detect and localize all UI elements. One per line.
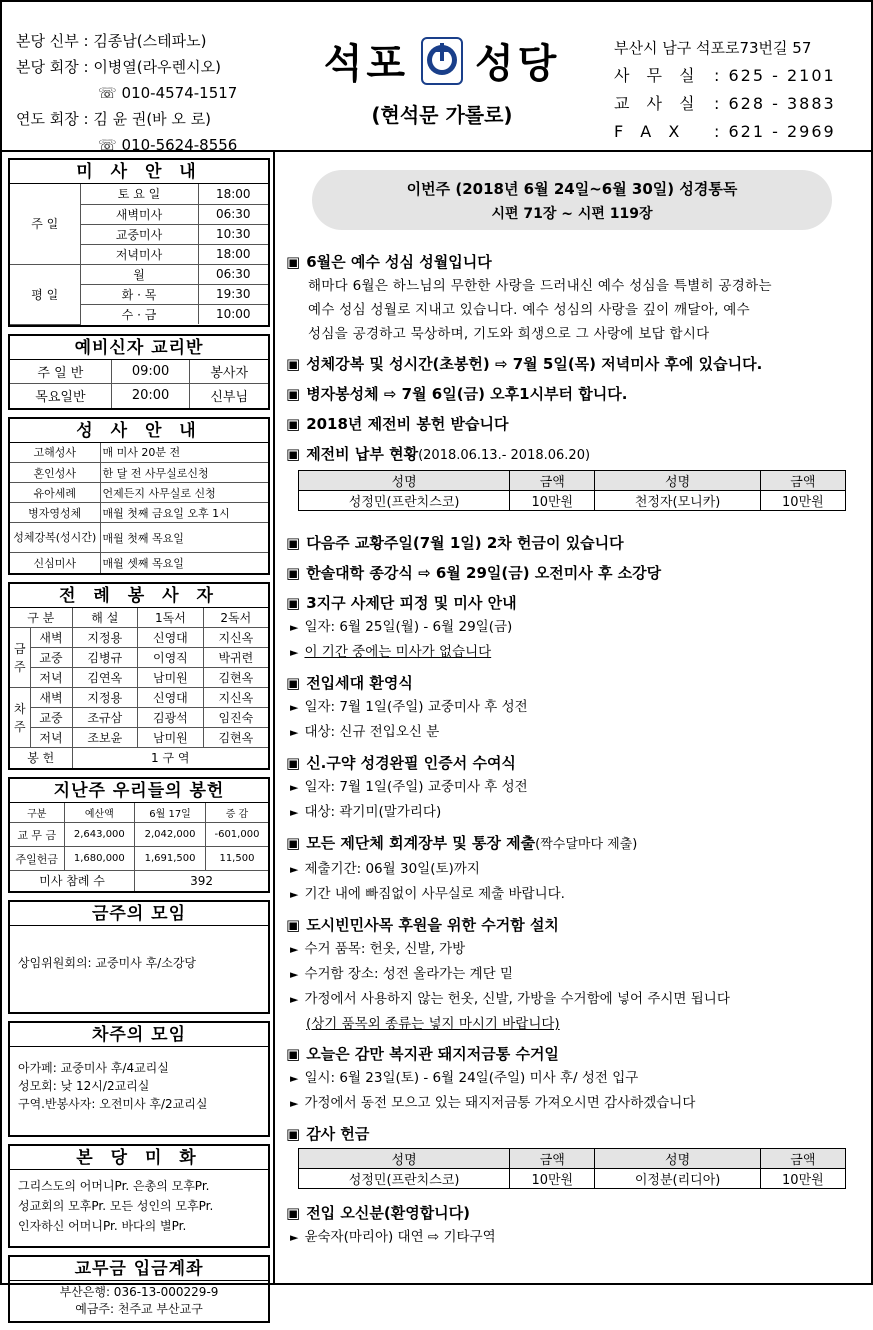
bullet-icon: ►	[290, 1231, 299, 1244]
table-cell: 남미원	[138, 728, 204, 748]
list-item: ► 수거 품목: 헌옷, 신발, 가방	[290, 941, 466, 957]
notice-marker-icon: ▣	[286, 445, 301, 463]
table-cell: 저녁미사	[80, 244, 198, 264]
table-cell: 조규삼	[72, 708, 138, 728]
list-item: ► 윤숙자(마리아) 대연 ⇨ 기타구역	[290, 1229, 496, 1245]
flowers-title: 본 당 미 화	[10, 1146, 268, 1170]
church-title	[312, 32, 572, 128]
liturgy-title: 전 례 봉 사 자	[10, 584, 268, 608]
thanks-offering-table	[298, 1148, 846, 1189]
notice-title: 3지구 사제단 피정 및 미사 안내	[306, 594, 517, 612]
table-cell: 11,500	[205, 847, 268, 871]
address: 부산시 남구 석포로73번길 57	[614, 39, 812, 57]
table-cell: 목요일반	[10, 384, 111, 408]
sacrament-title: 성 사 안 내	[10, 419, 268, 443]
notice-thanks-offering	[286, 1122, 852, 1189]
bullet-icon: ►	[290, 993, 299, 1006]
table-cell: 10만원	[510, 1169, 595, 1189]
table-cell: 성정민(프란치스코)	[299, 491, 510, 511]
table-cell: 10:00	[198, 304, 268, 324]
table-cell: 매월 첫째 목요일	[100, 523, 268, 553]
meeting-line: 아가페: 교중미사 후/4교리실	[18, 1060, 169, 1075]
notice-title: 신.구약 성경완필 인증서 수여식	[306, 754, 516, 772]
bullet-icon: ►	[290, 863, 299, 876]
table-cell: 한 달 전 사무실로신청	[100, 463, 268, 483]
notice-hansol	[286, 561, 852, 585]
youth-president: 연도 회장 : 김 윤 권(바 오 로)	[16, 110, 212, 128]
table-cell: 2독서	[203, 608, 268, 628]
notice-second-collection	[286, 531, 852, 555]
notice-title: 2018년 제전비 봉헌 받습니다	[306, 415, 509, 433]
table-cell: 10만원	[760, 491, 845, 511]
table-cell: 새벽	[30, 628, 72, 648]
notice-marker-icon: ▣	[286, 1204, 301, 1222]
notice-altar-status	[286, 442, 852, 511]
table-cell: 교중	[30, 708, 72, 728]
table-cell: 18:00	[198, 244, 268, 264]
table-cell: 토 요 일	[80, 184, 198, 204]
president: 본당 회장 : 이병열(라우렌시오)	[16, 58, 221, 76]
contact-office: 사 무 실 : 625 - 2101	[614, 66, 836, 85]
youth-phone: ☏ 010-5624-8556	[98, 136, 238, 154]
table-cell: 신부님	[190, 384, 268, 408]
table-cell: 수 · 금	[80, 304, 198, 324]
notice-text: 해마다 6월은 하느님의 무한한 사랑을 드러내신 예수 성심을 특별히 공경하는	[308, 278, 772, 294]
list-item: ► 이 기간 중에는 미사가 없습니다	[290, 644, 492, 660]
notice-title: 다음주 교황주일(7월 1일) 2차 헌금이 있습니다	[306, 534, 624, 552]
table-cell: 구분	[10, 803, 64, 823]
list-item: ► 일자: 6월 25일(월) - 6월 29일(금)	[290, 619, 513, 635]
bullet-icon: ►	[290, 1097, 299, 1110]
table-cell: 1 구 역	[72, 748, 268, 768]
notice-note: (상기 품목외 종류는 넣지 마시기 바랍니다)	[306, 1016, 560, 1032]
table-cell: 증 감	[205, 803, 268, 823]
bullet-icon: ►	[290, 943, 299, 956]
table-cell: 2,042,000	[135, 823, 206, 847]
list-item: ► 기간 내에 빠짐없이 사무실로 제출 바랍니다.	[290, 886, 565, 902]
account-number: 부산은행: 036-13-000229-9	[59, 1284, 219, 1299]
notice-bible-cert	[286, 751, 852, 825]
table-cell: 이영직	[138, 648, 204, 668]
notice-marker-icon: ▣	[286, 594, 301, 612]
list-item: ► 대상: 곽기미(말가리다)	[290, 804, 442, 820]
bullet-icon: ►	[290, 968, 299, 981]
bible-reading-range: 시편 71장 ~ 시편 119장	[491, 206, 653, 222]
table-cell: 19:30	[198, 284, 268, 304]
notice-title: 도시빈민사목 후원을 위한 수거함 설치	[306, 916, 559, 934]
table-cell: 병자영성체	[10, 503, 100, 523]
flowers-line: 인자하신 어머니Pr. 바다의 별Pr.	[18, 1218, 187, 1233]
table-cell: 금액	[760, 471, 845, 491]
header	[2, 2, 871, 152]
church-logo-icon	[421, 37, 463, 85]
table-cell: 2,643,000	[64, 823, 135, 847]
table-cell: 유아세례	[10, 483, 100, 503]
next-week-meetings	[8, 1021, 270, 1137]
list-item: ► 일자: 7월 1일(주일) 교중미사 후 성전	[290, 779, 528, 795]
table-cell: 임진숙	[203, 708, 268, 728]
table-cell: 저녁	[30, 668, 72, 688]
table-cell: 조보윤	[72, 728, 138, 748]
notice-text: 성심을 공경하고 묵상하며, 기도와 희생으로 그 사랑에 보답 합시다	[308, 326, 710, 342]
notice-marker-icon: ▣	[286, 415, 301, 433]
table-cell: 지신옥	[203, 628, 268, 648]
president-phone: ☏ 010-4574-1517	[98, 84, 238, 102]
table-cell: 지정용	[72, 688, 138, 708]
table-cell: 김광석	[138, 708, 204, 728]
notice-title: 병자봉성체 ⇨ 7월 6일(금) 오후1시부터 합니다.	[306, 385, 628, 403]
church-flowers	[8, 1144, 270, 1248]
this-week-meetings-title: 금주의 모임	[10, 902, 268, 926]
offering-title: 지난주 우리들의 봉헌	[10, 779, 268, 803]
meeting-line: 상임위원회의: 교중미사 후/소강당	[18, 955, 197, 970]
notice-altar-offering	[286, 412, 852, 436]
table-cell: 20:00	[111, 384, 190, 408]
column-divider	[273, 152, 275, 1285]
table-cell: 성정민(프란치스코)	[299, 1169, 510, 1189]
this-week-meetings	[8, 900, 270, 1014]
notice-title: 오늘은 감만 복지관 돼지저금통 수거일	[306, 1045, 559, 1063]
table-cell: 봉 헌	[10, 748, 72, 768]
table-cell: 성명	[595, 471, 760, 491]
table-cell: 김연옥	[72, 668, 138, 688]
left-column	[8, 158, 270, 1330]
table-cell: 새벽미사	[80, 204, 198, 224]
table-cell: 06:30	[198, 264, 268, 284]
table-cell: -601,000	[205, 823, 268, 847]
bullet-icon: ►	[290, 621, 299, 634]
table-cell: 새벽	[30, 688, 72, 708]
table-cell: 금액	[510, 1149, 595, 1169]
notice-newcomers	[286, 1201, 852, 1250]
table-cell: 지정용	[72, 628, 138, 648]
bullet-icon: ►	[290, 646, 299, 659]
notice-marker-icon: ▣	[286, 253, 301, 271]
notice-title: 감사 헌금	[306, 1125, 370, 1143]
table-cell: 매 미사 20분 전	[100, 443, 268, 463]
catechumen-title: 예비신자 교리반	[10, 336, 268, 360]
list-item: ► 가정에서 동전 모으고 있는 돼지저금통 가져오시면 감사하겠습니다	[290, 1095, 696, 1111]
header-contacts	[614, 34, 836, 146]
table-cell: 신영대	[138, 688, 204, 708]
notice-title: 전입세대 환영식	[306, 674, 413, 692]
table-cell: 천정자(모니카)	[595, 491, 760, 511]
notice-marker-icon: ▣	[286, 385, 301, 403]
table-cell: 주 일	[10, 184, 80, 264]
notice-ledger	[286, 831, 852, 907]
table-cell: 금액	[510, 471, 595, 491]
table-cell: 10만원	[510, 491, 595, 511]
header-staff	[16, 28, 237, 158]
table-cell: 평 일	[10, 264, 80, 324]
notice-marker-icon: ▣	[286, 355, 301, 373]
bullet-icon: ►	[290, 726, 299, 739]
table-cell: 18:00	[198, 184, 268, 204]
table-cell: 매월 첫째 금요일 오후 1시	[100, 503, 268, 523]
notice-marker-icon: ▣	[286, 754, 301, 772]
table-cell: 성체강복(성시간)	[10, 523, 100, 553]
table-cell: 1독서	[138, 608, 204, 628]
notice-marker-icon: ▣	[286, 534, 301, 552]
account-title: 교무금 입금계좌	[10, 1257, 268, 1281]
bullet-icon: ►	[290, 1072, 299, 1085]
bible-reading-banner	[312, 170, 832, 230]
table-cell: 신심미사	[10, 553, 100, 573]
contact-fax: F A X : 621 - 2969	[614, 122, 836, 141]
table-cell: 언제든지 사무실로 신청	[100, 483, 268, 503]
notice-title: 6월은 예수 성심 성월입니다	[306, 253, 492, 271]
notice-title: 모든 제단체 회계장부 및 통장 제출	[306, 834, 536, 852]
offering-report	[8, 777, 270, 893]
bible-reading-week: 이번주 (2018년 6월 24일~6월 30일) 성경통독	[406, 180, 738, 198]
title-right: 성당	[475, 41, 561, 87]
flowers-line: 그리스도의 어머니Pr. 은총의 모후Pr.	[18, 1178, 210, 1193]
liturgy-servers	[8, 582, 270, 770]
table-cell: 고해성사	[10, 443, 100, 463]
notice-poverty-box	[286, 913, 852, 1036]
notice-text: 예수 성심 성월로 지내고 있습니다. 예수 성심의 사랑을 깊이 깨달아, 예수	[308, 302, 750, 318]
table-cell: 혼인성사	[10, 463, 100, 483]
mass-schedule	[8, 158, 270, 327]
table-cell: 성명	[595, 1149, 760, 1169]
table-cell: 금액	[760, 1149, 845, 1169]
table-cell: 박귀련	[203, 648, 268, 668]
notice-marker-icon: ▣	[286, 1125, 301, 1143]
table-cell: 금주	[10, 628, 30, 688]
notice-welcome	[286, 671, 852, 745]
bank-account	[8, 1255, 270, 1323]
table-row	[299, 1169, 846, 1189]
table-cell: 1,680,000	[64, 847, 135, 871]
notice-title: 제전비 납부 현황	[306, 445, 419, 463]
next-week-meetings-title: 차주의 모임	[10, 1023, 268, 1047]
notice-sacred-heart	[286, 250, 852, 346]
list-item: ► 일시: 6월 23일(토) - 6월 24일(주일) 미사 후/ 성전 입구	[290, 1070, 639, 1086]
meeting-line: 구역.반봉사자: 오전미사 후/2교리실	[18, 1096, 208, 1111]
catechumen-class	[8, 334, 270, 410]
table-cell: 해 설	[72, 608, 138, 628]
table-cell: 봉사자	[190, 360, 268, 384]
table-cell: 06:30	[198, 204, 268, 224]
meeting-line: 성모회: 낮 12시/2교리실	[18, 1078, 150, 1093]
table-cell: 구 분	[10, 608, 72, 628]
table-cell: 교중미사	[80, 224, 198, 244]
notice-sick-communion	[286, 382, 852, 406]
table-cell: 월	[80, 264, 198, 284]
pastor: 본당 신부 : 김종남(스테파노)	[16, 32, 207, 50]
table-cell: 차주	[10, 688, 30, 748]
list-item: ► 일자: 7월 1일(주일) 교중미사 후 성전	[290, 699, 528, 715]
notice-marker-icon: ▣	[286, 834, 301, 852]
contact-teachers: 교 사 실 : 628 - 3883	[614, 94, 836, 113]
notice-period: (2018.06.13.- 2018.06.20)	[418, 448, 591, 463]
table-cell: 김병규	[72, 648, 138, 668]
table-cell: 성명	[299, 471, 510, 491]
list-item: ► 수거함 장소: 성전 올라가는 계단 밑	[290, 966, 514, 982]
notice-marker-icon: ▣	[286, 674, 301, 692]
notice-retreat	[286, 591, 852, 665]
table-cell: 성명	[299, 1149, 510, 1169]
table-cell: 교 무 금	[10, 823, 64, 847]
table-cell: 6월 17일	[135, 803, 206, 823]
table-cell: 392	[135, 871, 268, 891]
table-cell: 김현옥	[203, 668, 268, 688]
table-row	[299, 491, 846, 511]
table-cell: 지신옥	[203, 688, 268, 708]
table-cell: 김현옥	[203, 728, 268, 748]
list-item: ► 제출기간: 06월 30일(토)까지	[290, 861, 480, 877]
notice-piggy-bank	[286, 1042, 852, 1116]
table-cell: 저녁	[30, 728, 72, 748]
notice-marker-icon: ▣	[286, 916, 301, 934]
table-cell: 교중	[30, 648, 72, 668]
title-left: 석포	[323, 41, 409, 87]
notice-marker-icon: ▣	[286, 564, 301, 582]
notice-title: 성체강복 및 성시간(초봉헌) ⇨ 7월 5일(목) 저녁미사 후에 있습니다.	[306, 355, 763, 373]
bullet-icon: ►	[290, 806, 299, 819]
notice-title: 한솔대학 종강식 ⇨ 6월 29일(금) 오전미사 후 소강당	[306, 564, 662, 582]
table-cell: 주일헌금	[10, 847, 64, 871]
account-holder: 예금주: 천주교 부산교구	[75, 1301, 203, 1316]
table-cell: 주 일 반	[10, 360, 111, 384]
bullet-icon: ►	[290, 781, 299, 794]
notice-note: (짝수달마다 제출)	[535, 837, 638, 852]
table-cell: 화 · 목	[80, 284, 198, 304]
table-cell: 예산액	[64, 803, 135, 823]
list-item: ► 대상: 신규 전입오신 분	[290, 724, 440, 740]
sacrament-info	[8, 417, 270, 575]
table-cell: 매월 셋째 목요일	[100, 553, 268, 573]
patron-saint: (현석문 가롤로)	[371, 103, 513, 127]
notices-column	[286, 170, 852, 1250]
table-cell: 09:00	[111, 360, 190, 384]
notice-marker-icon: ▣	[286, 1045, 301, 1063]
notice-holy-hour	[286, 352, 852, 376]
table-cell: 신영대	[138, 628, 204, 648]
table-cell: 남미원	[138, 668, 204, 688]
table-cell: 10만원	[760, 1169, 845, 1189]
bullet-icon: ►	[290, 888, 299, 901]
table-cell: 1,691,500	[135, 847, 206, 871]
bullet-icon: ►	[290, 701, 299, 714]
altar-offering-table	[298, 470, 846, 511]
table-cell: 10:30	[198, 224, 268, 244]
mass-title: 미 사 안 내	[10, 160, 268, 184]
table-cell: 이정분(리디아)	[595, 1169, 760, 1189]
table-cell: 미사 참례 수	[10, 871, 135, 891]
list-item: ► 가정에서 사용하지 않는 헌옷, 신발, 가방을 수거함에 넣어 주시면 됩니다	[290, 991, 730, 1007]
flowers-line: 성교회의 모후Pr. 모든 성인의 모후Pr.	[18, 1198, 214, 1213]
notice-title: 전입 오신분(환영합니다)	[306, 1204, 471, 1222]
